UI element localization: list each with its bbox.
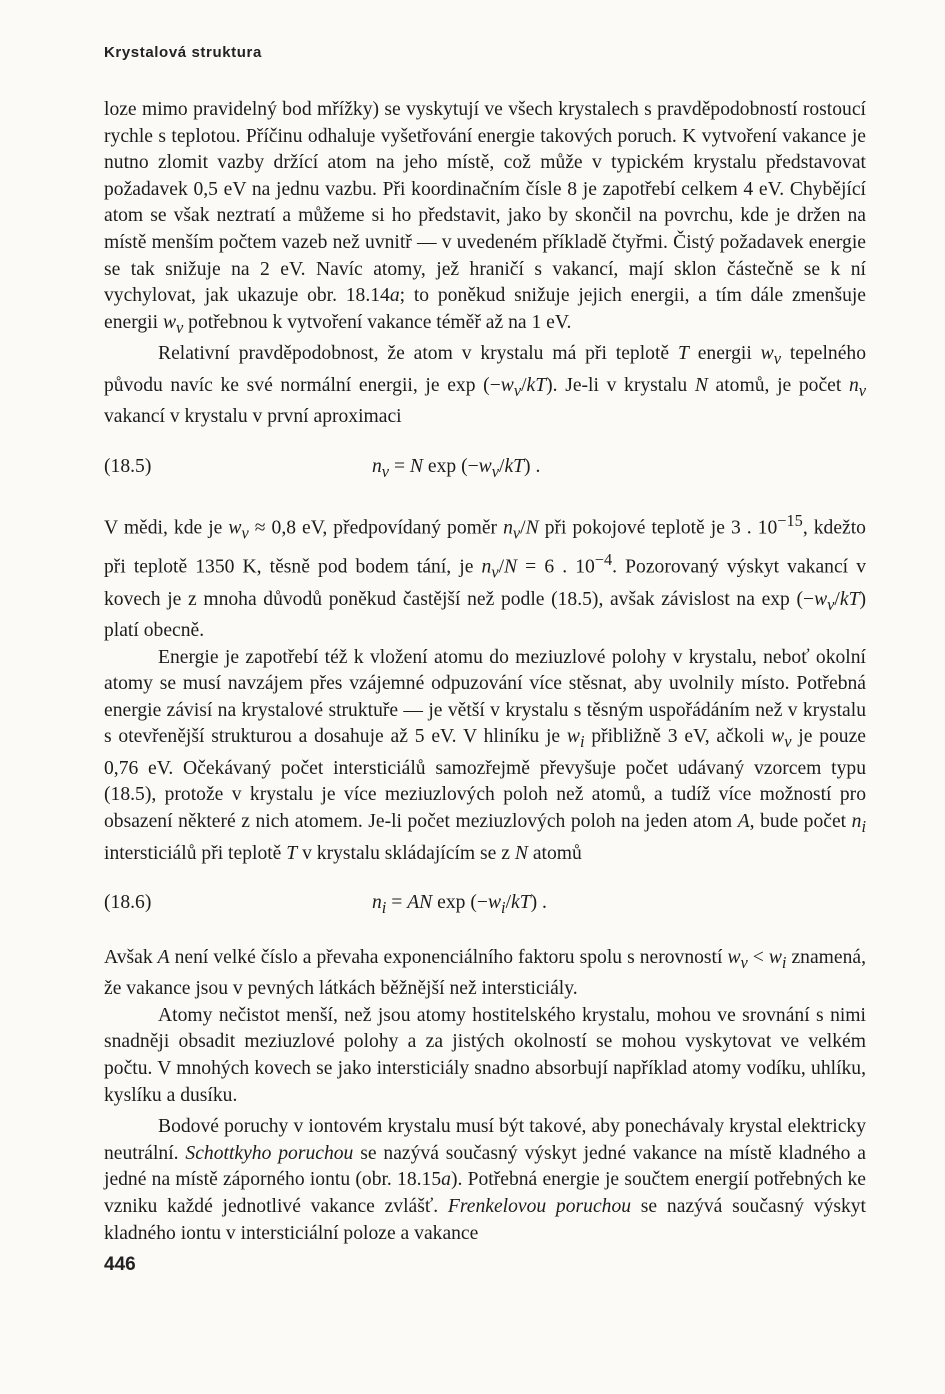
body-text xyxy=(104,97,866,1247)
paragraph-ionic-defects: Bodové poruchy v iontovém krystalu musí být takové, aby ponechávaly krystal elektricky neutrální. Schottkyho poruchou se nazývá současný výskyt jedné vakance na místě kladného a jedné na místě záporného iontu (obr. 18.15a). Potřebná energie je součtem energií potřebných ke vzniku každé jednotlivé vakance zvlášť. Frenkelovou poruchou se nazývá současný výskyt kladného iontu v intersticiální poloze a vakance xyxy=(104,1116,867,1244)
paragraph-vacancy-energy: loze mimo pravidelný bod mřížky) se vyskytují ve všech krystalech s pravděpodobností rostoucí rychle s teplotou. Příčinu odhaluje vyšetřování energie takových poruch. K vytvoření vakance je nutno zlomit vazby držící atom na jeho místě, což může v typickém krystalu představovat požadavek 0,5 eV na jednu vazbu. Při koordinačním čísle 8 je zapotřebí celkem 4 eV. Chybějící atom se však neztratí a můžeme si ho představit, jako by skončil na povrchu, kde je držen na místě menším počtem vazeb než uvnitř — v uvedeném příkladě čtyřmi. Čistý požadavek energie se tak snižuje na 2 eV. Navíc atomy, jež hraničí s vakancí, mají sklon částečně se k ní vychylovat, jak ukazuje obr. 18.14a; to poněkud snižuje jejich energii, a tím dále zmenšuje energii $w_v$ potřebnou k vytvoření vakance téměř až na 1 eV. xyxy=(104,99,867,337)
paragraph-impurities: Atomy nečistot menší, než jsou atomy hostitelského krystalu, mohou ve srovnání s nimi snadněji obsadit meziuzlové polohy a za jistých okolností se mohou vyskytovat ve velkém počtu. V mnohých kovech se jako intersticiály snadno absorbují například atomy vodíku, uhlíku, kyslíku a dusíku. xyxy=(104,1004,866,1106)
paragraph-copper-example: V mědi, kde je $w_v \approx 0,8$ eV, předpovídaný poměr $n_v/N$ při pokojové teplotě je 3 . $10^{-15}$, kdežto při teplotě 1350 K, těsně pod bodem tání, je $n_v/N = 6$ . $10^{-4}$. Pozorovaný výskyt vakancí v kovech je z mnoha důvodů poněkud častější než podle (18.5), avšak závislost na $\exp (-w_v/kT)$ platí obecně. xyxy=(104,511,866,641)
paragraph-probability: Relativní pravděpodobnost, že atom v krystalu má při teplotě T energii $w_v$ tepelného původu navíc ke své normální energii, je $\exp (-w_v/kT)$. Je-li v krystalu N atomů, je počet $n_v$ vakancí v krystalu v první aproximaci xyxy=(104,343,866,428)
equation-formula: $n_i$ = AN $\exp (-w_i/kT)$ . xyxy=(372,892,547,918)
equation-formula: $n_v = N$ $\exp (-w_v/kT)$ . xyxy=(372,455,541,481)
paragraph-interstitial-energy: Energie je zapotřebí též k vložení atomu do meziuzlové polohy v krystalu, neboť okolní atomy se musí navzájem přes vzájemné odpuzování více stěsnat, aby uvolnily místo. Potřebná energie závisí na krystalové struktuře — je větší v krystalu s těsným uspořádáním než v krystalu s otevřenější strukturou a dosahuje až 5 eV. V hliníku je $w_i$ přibližně 3 eV, ačkoli $w_v$ je pouze 0,76 eV. Očekávaný počet intersticiálů samozřejmě převyšuje počet udávaný vzorcem typu (18.5), protože v krystalu je více meziuzlových poloh než atomů, a tudíž více možností pro obsazení některé z nich atomem. Je-li počet meziuzlových poloh na jeden atom A, bude počet $n_i$ intersticiálů při teplotě T v krystalu skládajícím se z N atomů xyxy=(104,646,866,864)
running-head: Krystalová struktura xyxy=(104,44,262,61)
equation-number: (18.5) xyxy=(104,455,152,477)
page-number: 446 xyxy=(104,1254,136,1275)
paragraph-inequality: Avšak A není velké číslo a převaha exponenciálního faktoru spolu s nerovností $w_v < w_i$ znamená, že vakance jsou v pevných látkách běžnější než intersticiály. xyxy=(104,946,866,1000)
equation-18-5 xyxy=(104,454,866,481)
equation-number: (18.6) xyxy=(104,892,152,914)
equation-18-6 xyxy=(104,890,866,917)
